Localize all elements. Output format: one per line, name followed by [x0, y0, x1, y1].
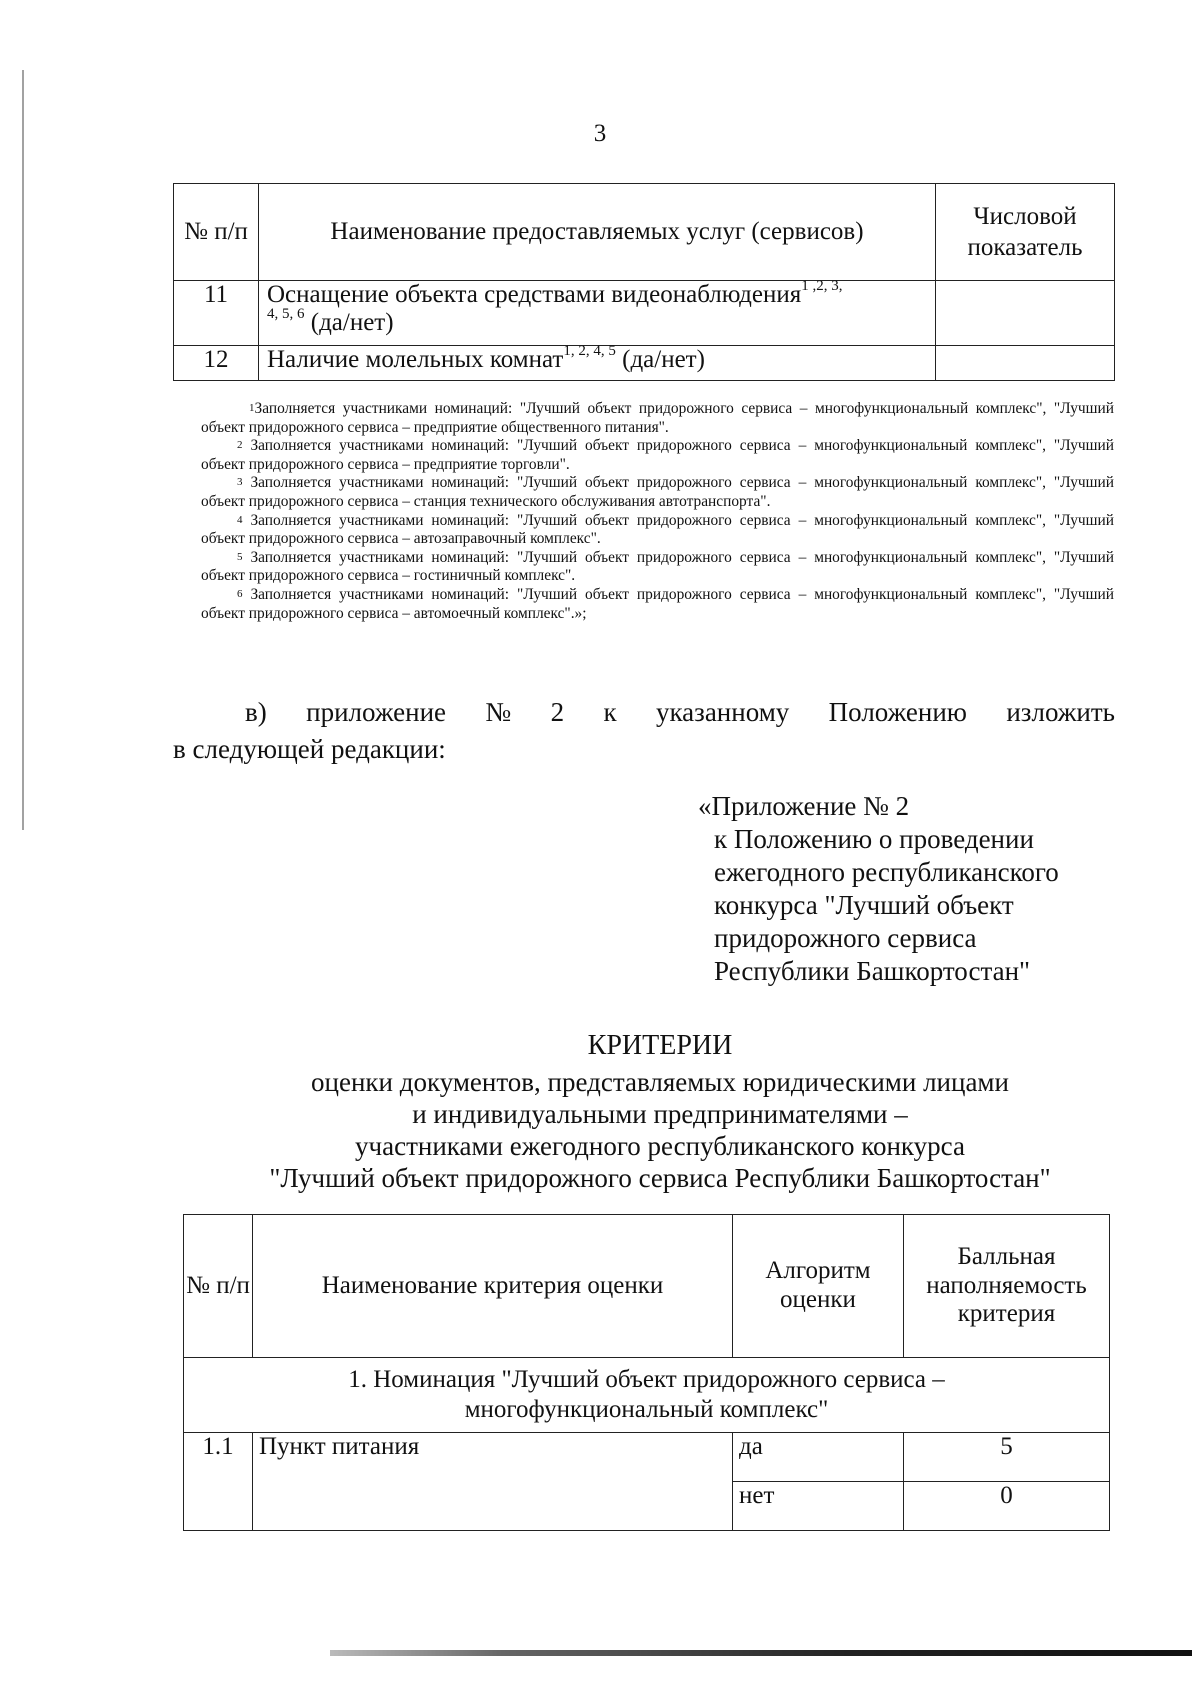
appendix-line: конкурса "Лучший объект: [714, 890, 1014, 920]
word: №: [485, 697, 512, 727]
footnote-text: Заполняется участниками номинаций: "Лучший объект придорожного сервиса – многофункциональный комплекс", "Лучший объект придорожного сервиса – гостиничный комплекс".: [201, 548, 1114, 585]
row-number: 12: [174, 346, 259, 381]
criterion-score: 0: [904, 1482, 1110, 1531]
word: в): [245, 697, 267, 727]
footnote-mark: 6: [237, 587, 243, 600]
footnote-text: Заполняется участниками номинаций: "Лучший объект придорожного сервиса – многофункциональный комплекс", "Лучший объект придорожного сервиса – автозаправочный комплекс".: [201, 511, 1114, 548]
appendix-line: ежегодного республиканского: [714, 857, 1059, 887]
page-number: 3: [593, 120, 607, 147]
footnote-refs: 1, 2, 4, 5: [563, 343, 616, 359]
nomination-line-1: 1. Номинация "Лучший объект придорожного сервиса –: [348, 1366, 945, 1393]
criteria-subtitle-line: "Лучший объект придорожного сервиса Республики Башкортостан": [269, 1163, 1051, 1193]
word: приложение: [306, 697, 447, 727]
word: изложить: [1006, 697, 1115, 727]
footnote-refs-cont: 4, 5, 6: [267, 306, 305, 322]
row-service-name: [259, 278, 936, 346]
row-number: 11: [174, 281, 259, 346]
header-service-name: Наименование предоставляемых услуг (сервисов): [259, 184, 936, 281]
criterion-number: 1.1: [184, 1433, 253, 1531]
criterion-algorithm: да: [733, 1433, 904, 1482]
header-score: Балльная наполняемость критерия: [904, 1215, 1110, 1358]
header-number: № п/п: [174, 184, 259, 281]
nomination-line-2: многофункциональный комплекс": [464, 1396, 829, 1423]
table-row: [174, 281, 1115, 346]
criteria-subtitle-line: оценки документов, представляемых юридическими лицами: [311, 1067, 1009, 1097]
services-table: [173, 183, 1115, 381]
header-criterion-name: Наименование критерия оценки: [253, 1215, 733, 1358]
criteria-title: [0, 1030, 1200, 1194]
footnote-text: Заполняется участниками номинаций: "Лучший объект придорожного сервиса – многофункциональный комплекс", "Лучший объект придорожного сервиса – предприятие общественного питания".: [201, 400, 1114, 436]
criteria-heading: КРИТЕРИИ: [587, 1030, 733, 1061]
criterion-name: Пункт питания: [253, 1433, 733, 1531]
appendix-header: [698, 790, 1059, 988]
word: Положению: [828, 697, 967, 727]
appendix-line: «Приложение № 2: [698, 791, 910, 821]
footnotes: [201, 400, 1114, 623]
footnote-mark: 4: [237, 513, 243, 526]
paragraph-line-1: [173, 694, 1115, 731]
row-value: [936, 281, 1115, 346]
header-value: Числовой показатель: [936, 184, 1115, 281]
footnote-mark: 3: [237, 476, 243, 489]
table-row: [184, 1433, 1110, 1482]
criteria-table: [183, 1214, 1110, 1531]
appendix-line: придорожного сервиса: [714, 923, 977, 953]
footnote-text: Заполняется участниками номинаций: "Лучший объект придорожного сервиса – многофункциональный комплекс", "Лучший объект придорожного сервиса – автомоечный комплекс".»;: [201, 585, 1114, 622]
nomination-title: [184, 1358, 1110, 1433]
footnote-mark: 5: [237, 550, 243, 563]
row-value: [936, 346, 1115, 381]
row-service-name: [259, 343, 936, 381]
service-name-text: Наличие молельных комнат: [267, 346, 564, 373]
service-suffix: (да/нет): [622, 346, 705, 373]
paragraph-line-2: в следующей редакции:: [173, 734, 446, 764]
word: 2: [550, 697, 565, 727]
criterion-score: 5: [904, 1433, 1110, 1482]
body-paragraph: [173, 694, 1115, 768]
footnote: [201, 586, 1114, 623]
appendix-line: Республики Башкортостан": [714, 956, 1031, 986]
word: к: [603, 697, 617, 727]
service-suffix: (да/нет): [310, 309, 394, 336]
service-name-text: Оснащение объекта средствами видеонаблюдения: [267, 281, 802, 308]
footnote: [201, 474, 1114, 511]
header-number: № п/п: [184, 1215, 253, 1358]
criteria-subtitle-line: участниками ежегодного республиканского конкурса: [355, 1131, 965, 1161]
bottom-rule: [330, 1650, 1192, 1656]
footnote-mark: 2: [237, 439, 243, 452]
footnote-text: Заполняется участниками номинаций: "Лучший объект придорожного сервиса – многофункциональный комплекс", "Лучший объект придорожного сервиса – станция технического обслуживания автотранспорта".: [201, 474, 1114, 510]
word: указанному: [655, 697, 790, 727]
appendix-line: к Положению о проведении: [714, 824, 1034, 854]
header-algorithm: Алгоритм оценки: [733, 1215, 904, 1358]
nomination-row: [184, 1358, 1110, 1433]
criterion-algorithm: нет: [733, 1482, 904, 1531]
footnote: [201, 437, 1114, 474]
criteria-subtitle-line: и индивидуальными предпринимателями –: [412, 1099, 908, 1129]
footnote-text: Заполняется участниками номинаций: "Лучший объект придорожного сервиса – многофункциональный комплекс", "Лучший объект придорожного сервиса – предприятие торговли".: [201, 437, 1114, 473]
footnote: [201, 400, 1114, 437]
scan-edge-line: [22, 70, 24, 830]
footnote-mark: 1: [249, 402, 255, 414]
footnote: [201, 512, 1114, 549]
footnote-refs: 1 ,2, 3,: [801, 278, 843, 294]
footnote: [201, 549, 1114, 586]
table-row: [174, 346, 1115, 381]
